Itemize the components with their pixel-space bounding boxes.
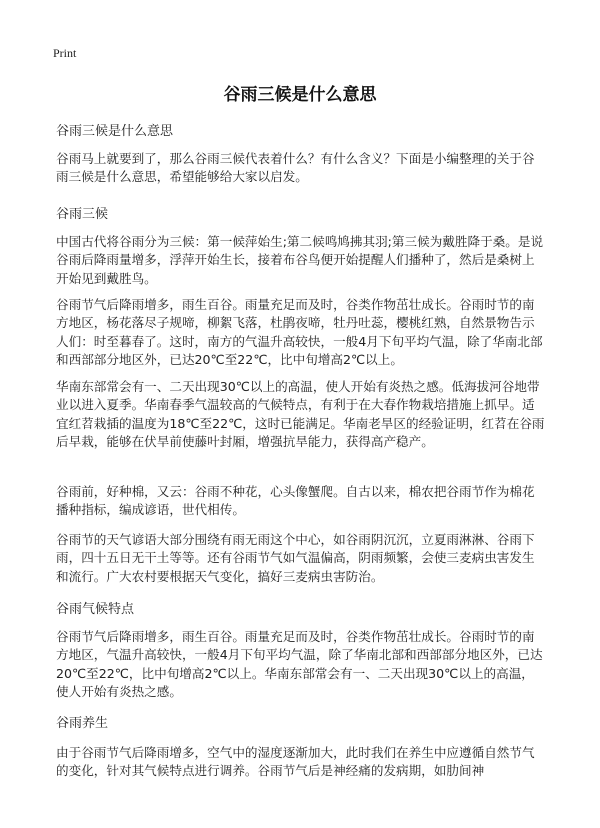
paragraph: 由于谷雨节气后降雨增多，空气中的湿度逐渐加大，此时我们在养生中应遵循自然节气的变化，针对其气候特点进行调养。谷雨节气后是神经痛的发病期，如肋间神 bbox=[56, 745, 535, 779]
section-heading: 谷雨气候特点 bbox=[56, 602, 135, 617]
section-heading: 谷雨三候 bbox=[56, 207, 109, 222]
paragraph: 谷雨节气后降雨增多，雨生百谷。雨量充足而及时，谷类作物茁壮成长。谷雨时节的南方地区，气温升高较快，一般4月下旬平均气温，除了华南北部和西部部分地区外，已达20℃至22℃，比中旬增高2℃以上。华南东部常会有一、二天出现30℃以上的高温，使人开始有炎热之感。 bbox=[56, 629, 543, 700]
paragraph: 华南东部常会有一、二天出现30℃以上的高温，使人开始有炎热之感。低海拔河谷地带业以进入夏季。华南春季气温较高的气候特点，有利于在大春作物栽培措施上抓早。适宜红苕栽插的温度为18℃至22℃，这时已能满足。华南老旱区的经验证明，红苕在谷雨后早栽，能够在伏旱前使藤叶封厢，增强抗旱能力，获得高产稳产。 bbox=[56, 379, 545, 450]
section-heading: 谷雨养生 bbox=[56, 716, 109, 731]
section-heading: 谷雨三候是什么意思 bbox=[56, 124, 174, 139]
paragraph: 中国古代将谷雨分为三候：第一候萍始生;第二候鸣鸠拂其羽;第三候为戴胜降于桑。是说谷雨后降雨量增多，浮萍开始生长，接着布谷鸟便开始提醒人们播种了，然后是桑树上开始见到戴胜鸟。 bbox=[56, 234, 544, 286]
paragraph: 谷雨节气后降雨增多，雨生百谷。雨量充足而及时，谷类作物茁壮成长。谷雨时节的南方地区，杨花落尽子规啼，柳絮飞落，杜鹃夜啼，牡丹吐蕊，樱桃红熟，自然景物告示人们：时至暮春了。这时，南方的气温升高较快，一般4月下旬平均气温，除了华南北部和西部部分地区外，已达20℃至22℃，比中旬增高2℃以上。 bbox=[56, 297, 543, 368]
print-link[interactable]: Print bbox=[53, 46, 77, 60]
page-title: 谷雨三候是什么意思 bbox=[223, 85, 377, 105]
paragraph: 谷雨马上就要到了，那么谷雨三候代表着什么？有什么含义？下面是小编整理的关于谷雨三候是什么意思，希望能够给大家以启发。 bbox=[56, 151, 535, 185]
paragraph: 谷雨前，好种棉，又云：谷雨不种花，心头像蟹爬。自古以来，棉农把谷雨节作为棉花播种指标，编成谚语，世代相传。 bbox=[56, 484, 535, 518]
paragraph: 谷雨节的天气谚语大部分围绕有雨无雨这个中心，如谷雨阴沉沉，立夏雨淋淋、谷雨下雨，四十五日无干土等等。还有谷雨节气如气温偏高，阴雨频繁，会使三麦病虫害发生和流行。广大农村要根据天气变化，搞好三麦病虫害防治。 bbox=[56, 532, 535, 584]
